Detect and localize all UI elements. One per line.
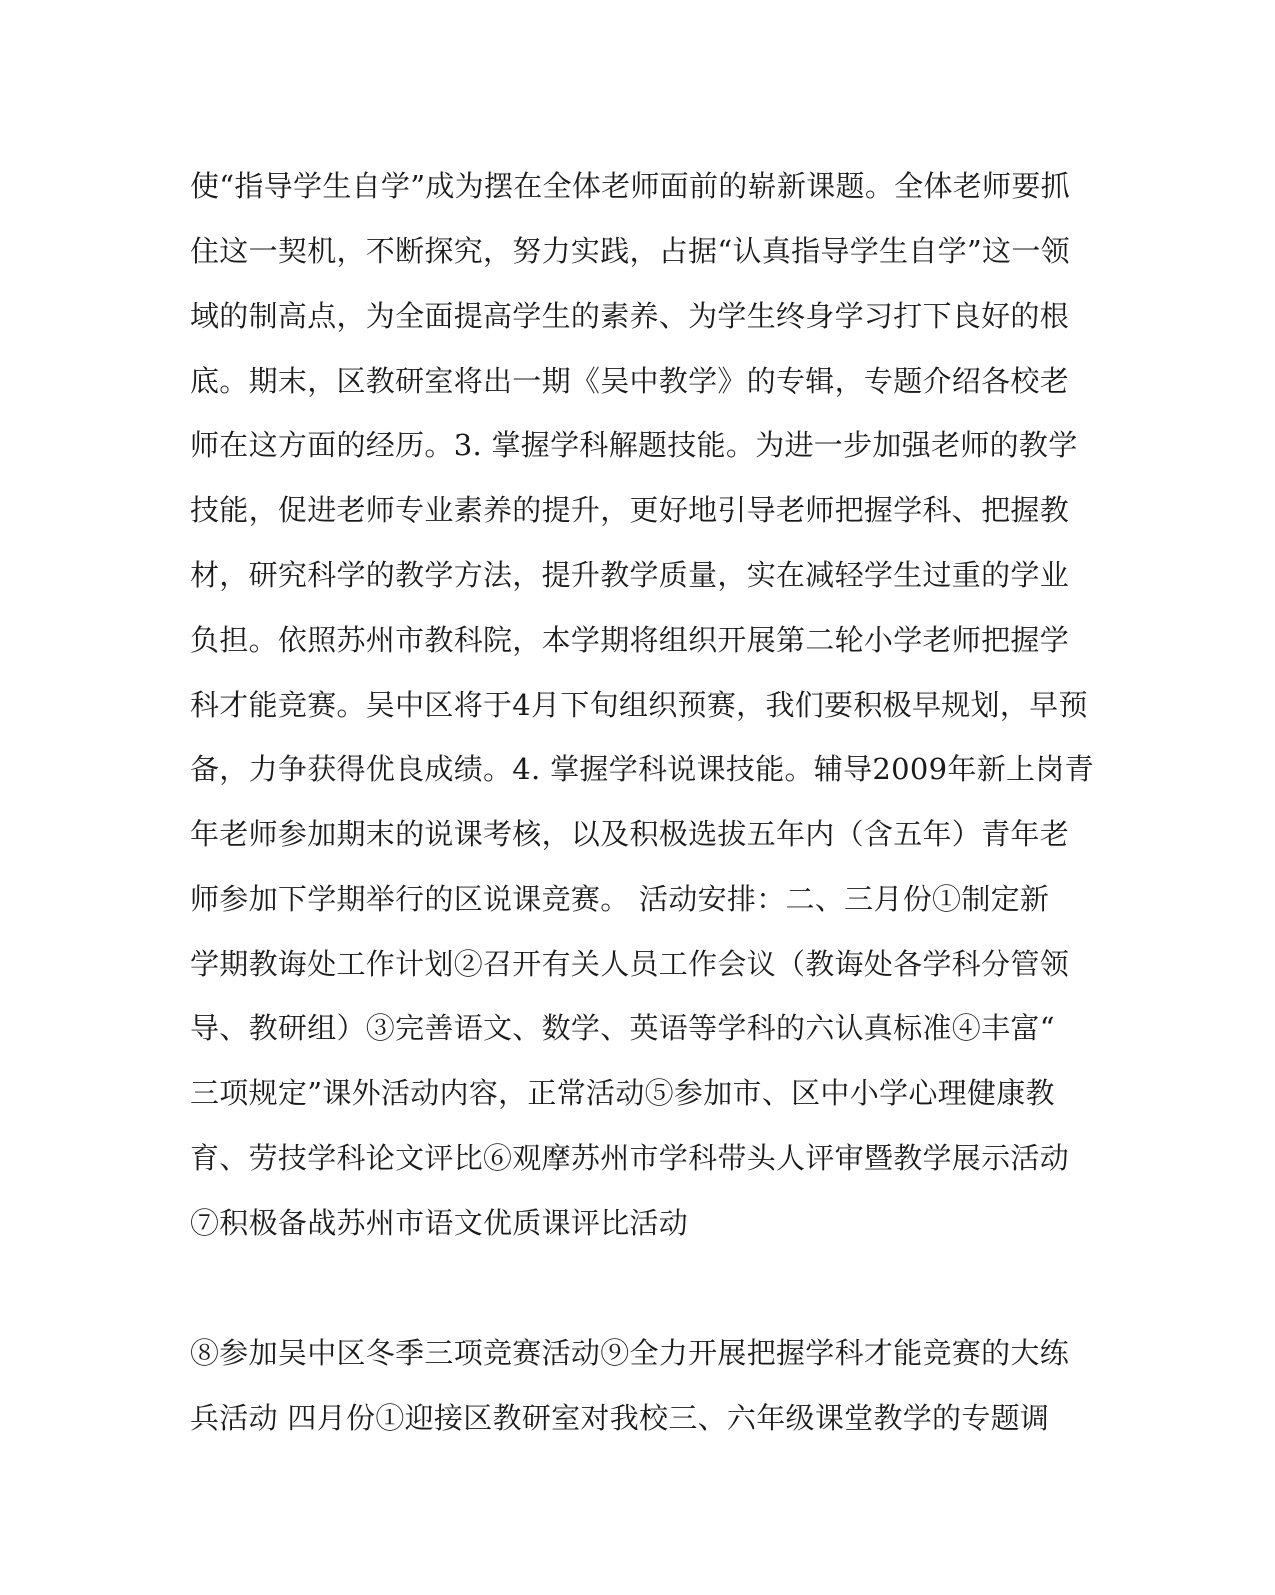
body-text-line: 使“指导学生自学”成为摆在全体老师面前的崭新课题。全体老师要抓 bbox=[190, 169, 1070, 203]
body-text-line: ⑦积极备战苏州市语文优质课评比活动 bbox=[190, 1206, 689, 1240]
body-text-line: 学期教诲处工作计划②召开有关人员工作会议（教诲处各学科分管领 bbox=[190, 947, 1070, 981]
body-text-line: 育、劳技学科论文评比⑥观摩苏州市学科带头人评审暨教学展示活动 bbox=[190, 1141, 1070, 1175]
body-text-line: 兵活动 四月份①迎接区教研室对我校三、六年级课堂教学的专题调 bbox=[190, 1401, 1050, 1435]
body-text-line: 年老师参加期末的说课考核，以及积极选拔五年内（含五年）青年老 bbox=[190, 817, 1070, 851]
body-text-line: 师参加下学期举行的区说课竞赛。 活动安排：二、三月份①制定新 bbox=[190, 882, 1050, 916]
body-text-line: 底。期末，区教研室将出一期《吴中教学》的专辑，专题介绍各校老 bbox=[190, 364, 1070, 398]
body-text-line: 师在这方面的经历。3. 掌握学科解题技能。为进一步加强老师的教学 bbox=[190, 428, 1078, 462]
body-text-line: 材，研究科学的教学方法，提升教学质量，实在减轻学生过重的学业 bbox=[190, 558, 1070, 592]
body-text-line: 导、教研组）③完善语文、数学、英语等学科的六认真标准④丰富“ bbox=[190, 1011, 1055, 1045]
body-text-line: 住这一契机，不断探究，努力实践，占据“认真指导学生自学”这一领 bbox=[190, 234, 1070, 268]
body-text-line: 备，力争获得优良成绩。4. 掌握学科说课技能。辅导2009年新上岗青 bbox=[190, 752, 1094, 786]
body-text-line: ⑧参加吴中区冬季三项竞赛活动⑨全力开展把握学科才能竞赛的大练 bbox=[190, 1336, 1070, 1370]
body-text-line: 三项规定”课外活动内容，正常活动⑤参加市、区中小学心理健康教 bbox=[190, 1076, 1055, 1110]
body-text-line: 域的制高点，为全面提高学生的素养、为学生终身学习打下良好的根 bbox=[190, 299, 1070, 333]
body-text-line: 负担。依照苏州市教科院，本学期将组织开展第二轮小学老师把握学 bbox=[190, 623, 1070, 657]
body-text-line: 科才能竞赛。吴中区将于4月下旬组织预赛，我们要积极早规划，早预 bbox=[190, 688, 1088, 722]
body-text-line: 技能，促进老师专业素养的提升，更好地引导老师把握学科、把握教 bbox=[190, 493, 1070, 527]
